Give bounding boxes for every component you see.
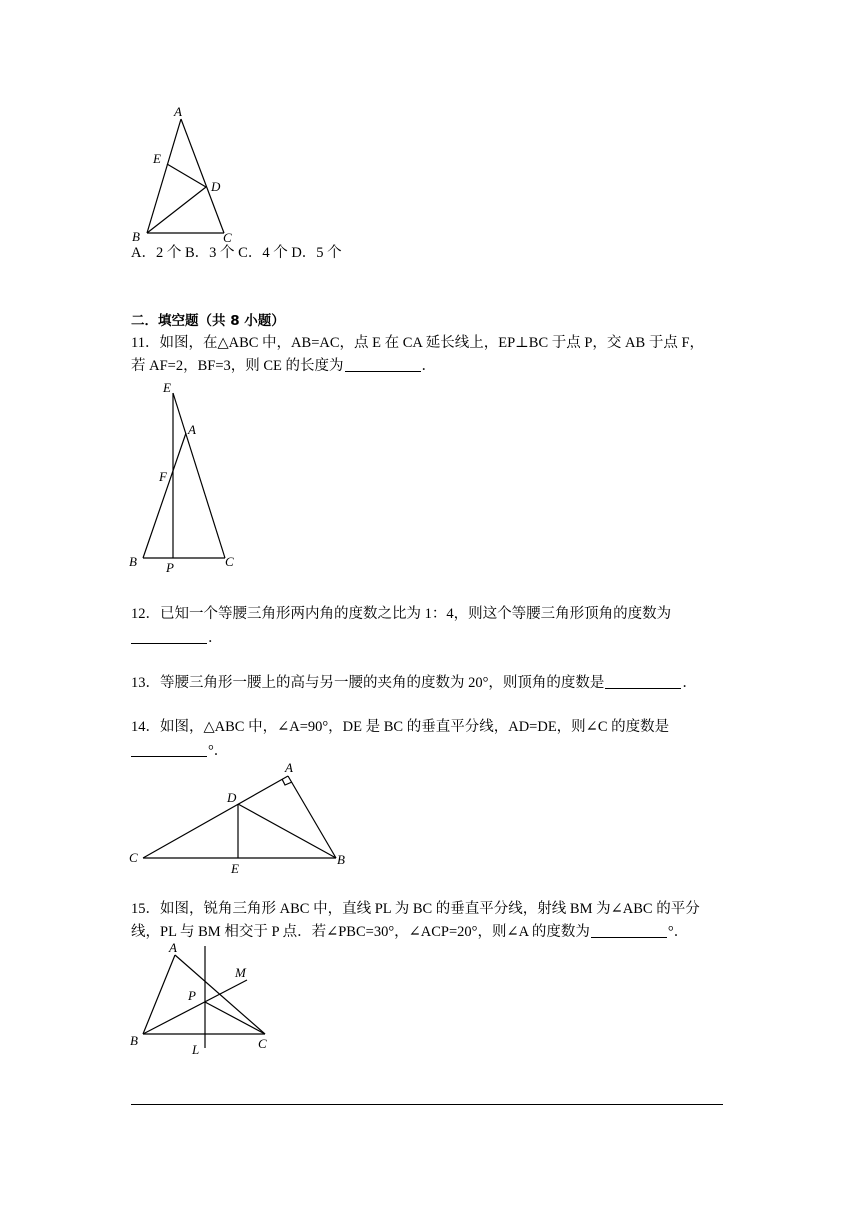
q15-text: 线，PL 与 BM 相交于 P 点．若∠PBC=30°，∠ACP=20°，则∠A 的度数为	[131, 924, 590, 940]
figure-q10	[125, 100, 245, 245]
q11-line1: 11．如图，在△ABC 中，AB=AC，点 E 在 CA 延长线上，EP⊥BC 于点 P，交 AB 于点 F，	[131, 335, 705, 351]
label-a: A	[174, 104, 182, 119]
label-c: C	[223, 230, 232, 245]
label-e: E	[231, 861, 239, 876]
label-b: B	[129, 554, 137, 569]
label-c: C	[129, 850, 138, 865]
figure-q15	[125, 938, 285, 1063]
label-b: B	[337, 852, 345, 867]
q11-end: ．	[421, 358, 437, 374]
q14-line1: 14．如图，△ABC 中，∠A=90°，DE 是 BC 的垂直平分线，AD=DE，则∠C 的度数是	[131, 719, 670, 735]
label-a: A	[285, 760, 293, 775]
label-a: A	[169, 940, 177, 955]
label-p: P	[166, 560, 174, 575]
q11-line2	[131, 356, 436, 376]
label-a: A	[188, 422, 196, 437]
answer-blank-q13[interactable]	[605, 674, 681, 689]
footer-rule	[131, 1104, 723, 1105]
section-heading: 二．填空题（共 8 小题）	[131, 313, 285, 329]
q14-end: °．	[208, 743, 229, 759]
answer-blank-q15[interactable]	[591, 923, 667, 938]
q12-end: ．	[208, 630, 223, 646]
q13-end: ．	[682, 675, 697, 691]
q13-text: 13．等腰三角形一腰上的高与另一腰的夹角的度数为 20°，则顶角的度数是	[131, 675, 605, 691]
q12-line1: 12．已知一个等腰三角形两内角的度数之比为 1：4，则这个等腰三角形顶角的度数为	[131, 606, 672, 622]
answer-blank-q14[interactable]	[131, 742, 207, 757]
label-d: D	[211, 179, 221, 194]
label-c: C	[258, 1036, 267, 1051]
label-d: D	[227, 790, 237, 805]
label-c: C	[225, 554, 234, 569]
label-m: M	[235, 965, 246, 980]
figure-q11	[125, 376, 255, 576]
answer-blank-q12[interactable]	[131, 629, 207, 644]
label-e: E	[153, 151, 161, 166]
answer-blank-q11[interactable]	[345, 357, 421, 372]
figure-q14	[125, 758, 355, 878]
label-b: B	[132, 229, 140, 244]
q15-end: °．	[667, 924, 689, 940]
q12-line2	[131, 628, 223, 648]
label-f: F	[159, 469, 167, 484]
q11-text: 若 AF=2，BF=3，则 CE 的长度为	[131, 358, 344, 374]
q10-options: A．2 个 B．3 个 C．4 个 D．5 个	[131, 245, 342, 261]
q15-line1: 15．如图，锐角三角形 ABC 中，直线 PL 为 BC 的垂直平分线，射线 BM 为∠ABC 的平分	[131, 901, 700, 917]
label-b: B	[130, 1033, 138, 1048]
q13-line	[131, 673, 697, 693]
label-p: P	[188, 988, 196, 1003]
label-l: L	[192, 1042, 200, 1057]
label-e: E	[163, 380, 171, 395]
